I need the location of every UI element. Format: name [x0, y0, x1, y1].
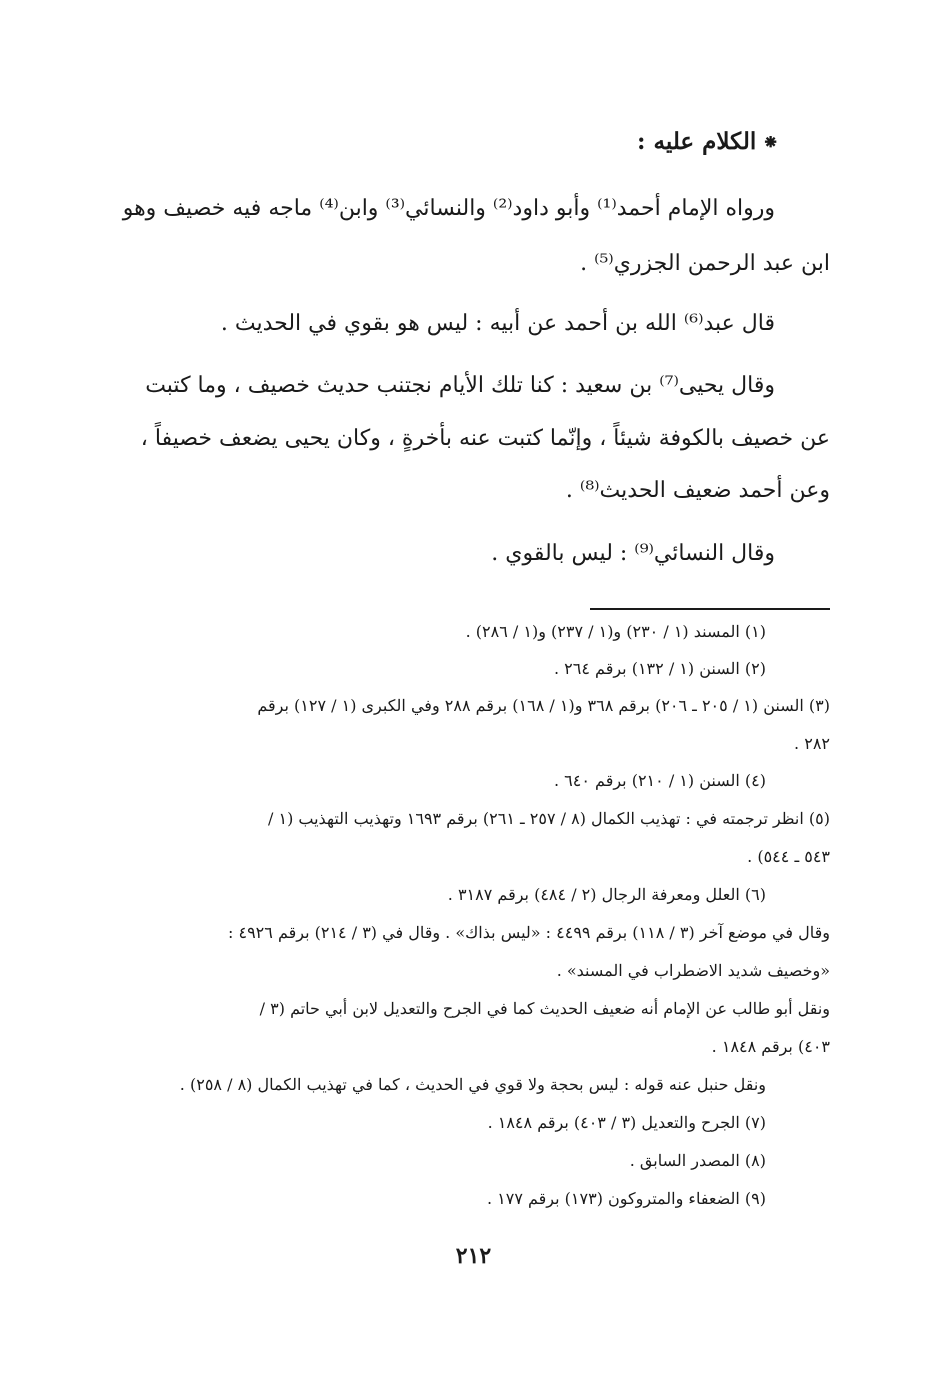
footnote-line: (٣) السنن (١ / ٢٠٥ ـ ٢٠٦) برقم ٣٦٨ و(١ / ١٦٨) برقم ٢٨٨ وفي الكبرى (١ / ١٢٧) برقم	[257, 696, 830, 715]
footnote-line: (٩) الضعفاء والمتروكون (١٧٣) برقم ١٧٧ .	[486, 1189, 766, 1208]
footnote-line: (٤) السنن (١ / ٢١٠) برقم ٦٤٠ .	[554, 771, 766, 790]
footnote-line: ٤٠٣) برقم ١٨٤٨ .	[711, 1037, 830, 1056]
footnote-separator	[590, 608, 830, 610]
page-number: ٢١٢	[455, 1243, 492, 1269]
footnote-line: (٦) العلل ومعرفة الرجال (٢ / ٤٨٤) برقم ٣١٨٧ .	[447, 885, 766, 904]
body-line-5: عن خصيف بالكوفة شيئاً ، وإنّما كتبت عنه بأخرةٍ ، وكان يحيى يضعف خصيفاً ،	[140, 426, 830, 451]
footnote-line: وقال في موضع آخر (٣ / ١١٨) برقم ٤٤٩٩ : «ليس بذاك» . وقال في (٣ / ٢١٤) برقم ٤٩٢٦ :	[228, 923, 830, 942]
body-line-4: وقال يحيى⁽⁷⁾ بن سعيد : كنا تلك الأيام نجتنب حديث خصيف ، وما كتبت	[145, 373, 775, 398]
footnote-line: (٢) السنن (١ / ١٣٢) برقم ٢٦٤ .	[554, 659, 766, 678]
footnote-line: ونقل حنبل عنه قوله : ليس بحجة ولا قوي في الحديث ، كما في تهذيب الكمال (٨ / ٢٥٨) .	[179, 1075, 766, 1094]
footnote-line: ونقل أبو طالب عن الإمام أنه ضعيف الحديث كما في الجرح والتعديل لابن أبي حاتم (٣ /	[259, 999, 830, 1018]
body-line-2: ابن عبد الرحمن الجزري⁽⁵⁾ .	[580, 251, 830, 276]
body-line-7: وقال النسائي⁽⁹⁾ : ليس بالقوي .	[491, 541, 775, 566]
footnote-line: (١) المسند (١ / ٢٣٠) و(١ / ٢٣٧) و(١ / ٢٨٦) .	[465, 622, 766, 641]
footnote-line: ٢٨٢ .	[794, 734, 830, 753]
footnote-line: «وخصيف شديد الاضطراب في المسند» .	[556, 961, 830, 980]
asterisk-icon: ⁕	[762, 130, 779, 154]
heading-text: الكلام عليه :	[637, 128, 757, 155]
footnote-line: (٨) المصدر السابق .	[629, 1151, 766, 1170]
body-line-1: ورواه الإمام أحمد⁽¹⁾ وأبو داود⁽²⁾ والنسائي⁽³⁾ وابن⁽⁴⁾ ماجه فيه خصيف وهو	[122, 196, 775, 221]
footnote-line: (٧) الجرح والتعديل (٣ / ٤٠٣) برقم ١٨٤٨ .	[487, 1113, 766, 1132]
section-heading	[637, 128, 779, 155]
body-line-3: قال عبد⁽⁶⁾ الله بن أحمد عن أبيه : ليس هو بقوي في الحديث .	[220, 311, 775, 336]
footnote-line: ٥٤٣ ـ ٥٤٤) .	[747, 847, 830, 866]
footnote-line: (٥) انظر ترجمته في : تهذيب الكمال (٨ / ٢٥٧ ـ ٢٦١) برقم ١٦٩٣ وتهذيب التهذيب (١ /	[267, 809, 830, 828]
body-line-6: وعن أحمد ضعيف الحديث⁽⁸⁾ .	[565, 478, 830, 503]
